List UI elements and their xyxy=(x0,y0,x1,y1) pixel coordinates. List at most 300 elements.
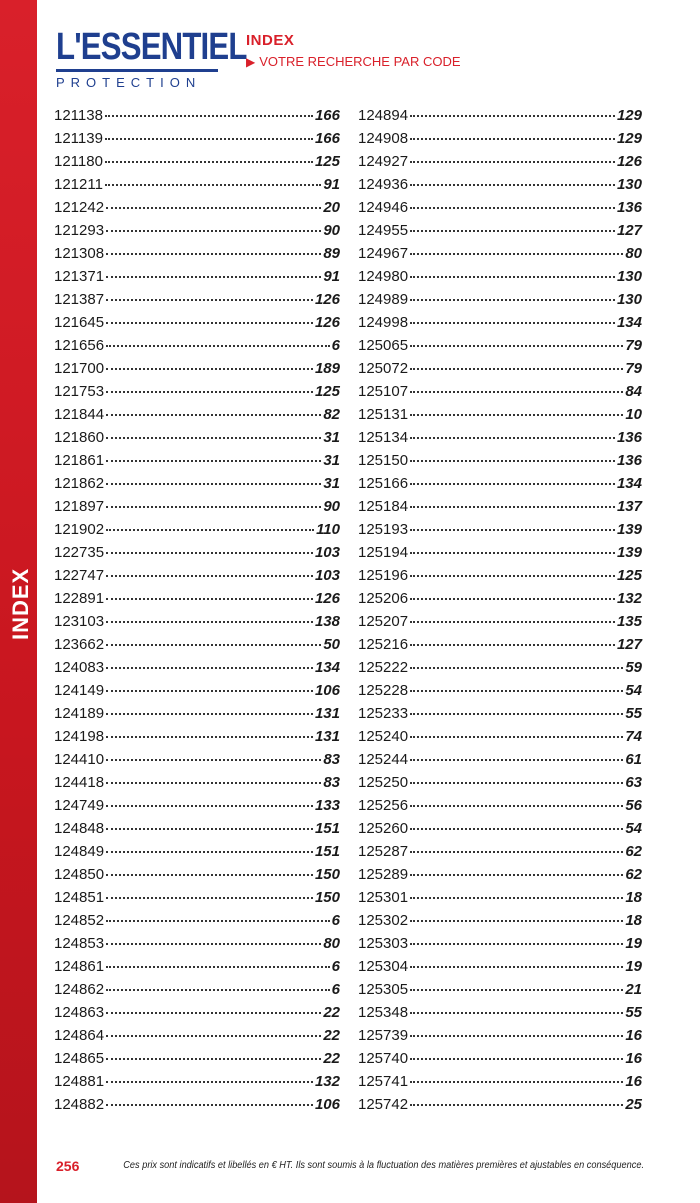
dot-leader xyxy=(410,528,615,531)
page-reference: 83 xyxy=(323,751,340,768)
index-row xyxy=(54,449,340,472)
product-code: 124083 xyxy=(54,659,105,676)
page-reference: 63 xyxy=(625,774,642,791)
product-code: 125741 xyxy=(358,1073,409,1090)
dot-leader xyxy=(106,275,321,278)
product-code: 125302 xyxy=(358,912,409,929)
index-row xyxy=(358,656,642,679)
index-row xyxy=(358,173,642,196)
product-code: 124998 xyxy=(358,314,409,331)
index-row xyxy=(54,656,340,679)
page-reference: 151 xyxy=(314,843,340,860)
page-reference: 110 xyxy=(316,521,340,538)
index-row xyxy=(358,932,642,955)
index-row xyxy=(358,1047,642,1070)
page-reference: 31 xyxy=(323,429,340,446)
page-reference: 166 xyxy=(314,107,340,124)
index-row xyxy=(358,564,642,587)
index-row xyxy=(358,863,642,886)
page-reference: 127 xyxy=(616,222,642,239)
index-row xyxy=(54,1024,340,1047)
dot-leader xyxy=(410,781,623,784)
page-reference: 55 xyxy=(625,705,642,722)
page-reference: 150 xyxy=(314,889,340,906)
index-row xyxy=(54,380,340,403)
dot-leader xyxy=(106,298,313,301)
index-row xyxy=(54,219,340,242)
product-code: 121860 xyxy=(54,429,105,446)
index-row xyxy=(54,104,340,127)
dot-leader xyxy=(410,137,615,140)
index-row xyxy=(358,1024,642,1047)
product-code: 121700 xyxy=(54,360,105,377)
product-code: 125228 xyxy=(358,682,409,699)
page-reference: 130 xyxy=(616,268,642,285)
page-reference: 55 xyxy=(625,1004,642,1021)
index-row xyxy=(358,794,642,817)
product-code: 124149 xyxy=(54,682,105,699)
page-reference: 90 xyxy=(323,498,340,515)
page-reference: 150 xyxy=(314,866,340,883)
product-code: 125207 xyxy=(358,613,409,630)
page-title: INDEX xyxy=(246,32,295,49)
dot-leader xyxy=(106,850,313,853)
page-reference: 125 xyxy=(616,567,642,584)
page-reference: 62 xyxy=(625,843,642,860)
product-code: 122735 xyxy=(54,544,105,561)
dot-leader xyxy=(106,689,313,692)
index-row xyxy=(54,978,340,1001)
dot-leader xyxy=(410,114,615,117)
brand-tagline: PROTECTION xyxy=(56,75,202,90)
dot-leader xyxy=(106,827,313,830)
product-code: 121645 xyxy=(54,314,105,331)
dot-leader xyxy=(410,965,623,968)
index-row xyxy=(54,518,340,541)
index-row xyxy=(358,541,642,564)
index-column-right xyxy=(358,104,642,1116)
dot-leader xyxy=(106,413,321,416)
dot-leader xyxy=(106,206,321,209)
product-code: 125206 xyxy=(358,590,409,607)
dot-leader xyxy=(106,643,321,646)
dot-leader xyxy=(410,1011,623,1014)
dot-leader xyxy=(106,390,313,393)
index-row xyxy=(54,1047,340,1070)
product-code: 124980 xyxy=(358,268,409,285)
product-code: 125742 xyxy=(358,1096,409,1113)
product-code: 124189 xyxy=(54,705,105,722)
product-code: 124927 xyxy=(358,153,409,170)
page-reference: 134 xyxy=(616,314,642,331)
dot-leader xyxy=(105,160,313,163)
dot-leader xyxy=(410,252,623,255)
page-reference: 136 xyxy=(616,429,642,446)
dot-leader xyxy=(410,712,623,715)
page-reference: 56 xyxy=(625,797,642,814)
index-row xyxy=(54,863,340,886)
page-reference: 20 xyxy=(323,199,340,216)
product-code: 121844 xyxy=(54,406,105,423)
page-reference: 79 xyxy=(625,337,642,354)
page-reference: 189 xyxy=(314,360,340,377)
product-code: 125240 xyxy=(358,728,409,745)
product-code: 125304 xyxy=(358,958,409,975)
dot-leader xyxy=(106,1011,321,1014)
index-row xyxy=(54,748,340,771)
index-row xyxy=(54,679,340,702)
dot-leader xyxy=(106,942,321,945)
page-reference: 16 xyxy=(625,1027,642,1044)
page-reference: 6 xyxy=(331,981,340,998)
index-row xyxy=(358,978,642,1001)
brand-name: L'ESSENTIEL xyxy=(56,26,247,68)
dot-leader xyxy=(106,528,314,531)
page-reference: 132 xyxy=(616,590,642,607)
product-code: 121242 xyxy=(54,199,105,216)
product-code: 121371 xyxy=(54,268,105,285)
product-code: 124882 xyxy=(54,1096,105,1113)
dot-leader xyxy=(410,275,615,278)
dot-leader xyxy=(410,436,615,439)
product-code: 124936 xyxy=(358,176,409,193)
index-row xyxy=(54,242,340,265)
product-code: 122747 xyxy=(54,567,105,584)
page-reference: 126 xyxy=(314,314,340,331)
page-reference: 106 xyxy=(314,1096,340,1113)
product-code: 124198 xyxy=(54,728,105,745)
dot-leader xyxy=(106,459,321,462)
page-reference: 89 xyxy=(323,245,340,262)
product-code: 124863 xyxy=(54,1004,105,1021)
page-reference: 80 xyxy=(625,245,642,262)
index-row xyxy=(358,288,642,311)
logo-divider xyxy=(56,69,218,72)
index-row xyxy=(54,725,340,748)
dot-leader xyxy=(106,252,321,255)
index-row xyxy=(54,587,340,610)
dot-leader xyxy=(410,597,615,600)
product-code: 125289 xyxy=(358,866,409,883)
page-subtitle-text: VOTRE RECHERCHE PAR CODE xyxy=(259,54,461,69)
dot-leader xyxy=(410,1034,623,1037)
index-row xyxy=(54,495,340,518)
index-row xyxy=(54,794,340,817)
dot-leader xyxy=(106,482,321,485)
page-reference: 59 xyxy=(625,659,642,676)
index-row xyxy=(358,1093,642,1116)
dot-leader xyxy=(410,988,623,991)
page-reference: 31 xyxy=(323,452,340,469)
dot-leader xyxy=(106,367,313,370)
product-code: 124850 xyxy=(54,866,105,883)
product-code: 124861 xyxy=(54,958,105,975)
product-code: 121902 xyxy=(54,521,105,538)
page-reference: 139 xyxy=(616,521,642,538)
product-code: 125739 xyxy=(358,1027,409,1044)
page-reference: 126 xyxy=(314,590,340,607)
index-row xyxy=(54,334,340,357)
page-reference: 16 xyxy=(625,1073,642,1090)
side-tab xyxy=(0,0,37,1203)
product-code: 125256 xyxy=(358,797,409,814)
page-reference: 133 xyxy=(314,797,340,814)
dot-leader xyxy=(410,551,615,554)
product-code: 124908 xyxy=(358,130,409,147)
index-row xyxy=(358,886,642,909)
index-row xyxy=(54,150,340,173)
page-reference: 139 xyxy=(616,544,642,561)
dot-leader xyxy=(410,873,623,876)
product-code: 125305 xyxy=(358,981,409,998)
page-reference: 18 xyxy=(625,889,642,906)
page-reference: 126 xyxy=(616,153,642,170)
index-row xyxy=(54,196,340,219)
dot-leader xyxy=(410,850,623,853)
dot-leader xyxy=(106,919,330,922)
index-row xyxy=(54,932,340,955)
page-reference: 135 xyxy=(616,613,642,630)
dot-leader xyxy=(106,505,321,508)
dot-leader xyxy=(410,229,615,232)
dot-leader xyxy=(106,1034,321,1037)
index-row xyxy=(358,748,642,771)
dot-leader xyxy=(106,896,313,899)
index-row xyxy=(54,564,340,587)
product-code: 125348 xyxy=(358,1004,409,1021)
product-code: 122891 xyxy=(54,590,105,607)
index-row xyxy=(358,702,642,725)
dot-leader xyxy=(106,436,321,439)
page-reference: 18 xyxy=(625,912,642,929)
index-row xyxy=(358,840,642,863)
page-reference: 16 xyxy=(625,1050,642,1067)
page-subtitle xyxy=(246,54,461,69)
index-row xyxy=(358,380,642,403)
dot-leader xyxy=(410,689,623,692)
index-row xyxy=(358,334,642,357)
product-code: 121211 xyxy=(54,176,103,193)
page-reference: 50 xyxy=(323,636,340,653)
index-row xyxy=(54,1070,340,1093)
page-reference: 127 xyxy=(616,636,642,653)
dot-leader xyxy=(106,1057,321,1060)
page-reference: 130 xyxy=(616,176,642,193)
product-code: 121387 xyxy=(54,291,105,308)
dot-leader xyxy=(106,1080,313,1083)
index-row xyxy=(358,265,642,288)
page-reference: 131 xyxy=(314,705,340,722)
product-code: 121861 xyxy=(54,452,105,469)
product-code: 124864 xyxy=(54,1027,105,1044)
index-row xyxy=(358,771,642,794)
index-row xyxy=(358,150,642,173)
product-code: 124955 xyxy=(358,222,409,239)
dot-leader xyxy=(410,459,615,462)
page-reference: 25 xyxy=(625,1096,642,1113)
page-reference: 90 xyxy=(323,222,340,239)
page-reference: 83 xyxy=(323,774,340,791)
index-row xyxy=(358,679,642,702)
page-reference: 80 xyxy=(323,935,340,952)
index-row xyxy=(54,1093,340,1116)
product-code: 125260 xyxy=(358,820,409,837)
dot-leader xyxy=(106,344,330,347)
product-code: 125134 xyxy=(358,429,409,446)
dot-leader xyxy=(106,988,330,991)
product-code: 125287 xyxy=(358,843,409,860)
page-reference: 103 xyxy=(314,567,340,584)
index-row xyxy=(358,518,642,541)
dot-leader xyxy=(410,1080,623,1083)
product-code: 124967 xyxy=(358,245,409,262)
product-code: 124851 xyxy=(54,889,105,906)
page-reference: 82 xyxy=(323,406,340,423)
product-code: 125150 xyxy=(358,452,409,469)
page-reference: 136 xyxy=(616,452,642,469)
index-row xyxy=(358,725,642,748)
product-code: 124946 xyxy=(358,199,409,216)
product-code: 124989 xyxy=(358,291,409,308)
dot-leader xyxy=(410,413,623,416)
product-code: 124418 xyxy=(54,774,105,791)
index-row xyxy=(54,817,340,840)
page-reference: 126 xyxy=(314,291,340,308)
index-row xyxy=(358,403,642,426)
dot-leader xyxy=(410,321,615,324)
dot-leader xyxy=(106,735,313,738)
index-column-left xyxy=(54,104,340,1116)
index-row xyxy=(358,196,642,219)
index-row xyxy=(54,357,340,380)
page-reference: 138 xyxy=(314,613,340,630)
page-reference: 19 xyxy=(625,958,642,975)
page-reference: 84 xyxy=(625,383,642,400)
page-reference: 103 xyxy=(314,544,340,561)
product-code: 121293 xyxy=(54,222,105,239)
page-reference: 134 xyxy=(314,659,340,676)
index-row xyxy=(358,426,642,449)
product-code: 125233 xyxy=(358,705,409,722)
dot-leader xyxy=(410,735,623,738)
index-row xyxy=(54,265,340,288)
product-code: 124894 xyxy=(358,107,409,124)
dot-leader xyxy=(106,666,313,669)
index-row xyxy=(358,357,642,380)
dot-leader xyxy=(410,1057,623,1060)
product-code: 124881 xyxy=(54,1073,105,1090)
index-row xyxy=(54,472,340,495)
page-reference: 21 xyxy=(625,981,642,998)
product-code: 125193 xyxy=(358,521,409,538)
dot-leader xyxy=(106,1103,313,1106)
page-reference: 137 xyxy=(616,498,642,515)
page-number: 256 xyxy=(56,1158,80,1174)
index-row xyxy=(54,403,340,426)
dot-leader xyxy=(106,781,321,784)
product-code: 121656 xyxy=(54,337,105,354)
dot-leader xyxy=(410,344,623,347)
dot-leader xyxy=(410,390,623,393)
page-reference: 125 xyxy=(314,383,340,400)
dot-leader xyxy=(106,712,313,715)
dot-leader xyxy=(106,804,313,807)
page-reference: 22 xyxy=(323,1004,340,1021)
dot-leader xyxy=(106,758,321,761)
product-code: 125131 xyxy=(358,406,409,423)
page-reference: 132 xyxy=(314,1073,340,1090)
product-code: 125065 xyxy=(358,337,409,354)
page-reference: 134 xyxy=(616,475,642,492)
dot-leader xyxy=(106,321,313,324)
product-code: 121897 xyxy=(54,498,105,515)
dot-leader xyxy=(105,114,313,117)
index-row xyxy=(54,426,340,449)
page-reference: 79 xyxy=(625,360,642,377)
index-row xyxy=(358,817,642,840)
dot-leader xyxy=(105,183,321,186)
product-code: 124849 xyxy=(54,843,105,860)
dot-leader xyxy=(106,574,313,577)
index-row xyxy=(54,288,340,311)
dot-leader xyxy=(410,482,615,485)
dot-leader xyxy=(410,758,623,761)
index-row xyxy=(358,472,642,495)
product-code: 124852 xyxy=(54,912,105,929)
index-row xyxy=(54,771,340,794)
page-reference: 74 xyxy=(625,728,642,745)
index-row xyxy=(358,127,642,150)
dot-leader xyxy=(410,574,615,577)
index-row xyxy=(358,909,642,932)
dot-leader xyxy=(410,942,623,945)
product-code: 125166 xyxy=(358,475,409,492)
product-code: 125244 xyxy=(358,751,409,768)
dot-leader xyxy=(106,965,330,968)
dot-leader xyxy=(410,620,615,623)
dot-leader xyxy=(410,896,623,899)
product-code: 124749 xyxy=(54,797,105,814)
page-reference: 62 xyxy=(625,866,642,883)
product-code: 123662 xyxy=(54,636,105,653)
dot-leader xyxy=(106,229,321,232)
dot-leader xyxy=(106,873,313,876)
product-code: 125740 xyxy=(358,1050,409,1067)
page-reference: 131 xyxy=(314,728,340,745)
dot-leader xyxy=(105,137,313,140)
dot-leader xyxy=(106,620,313,623)
product-code: 121138 xyxy=(54,107,103,124)
page-reference: 54 xyxy=(625,820,642,837)
product-code: 123103 xyxy=(54,613,105,630)
product-code: 124848 xyxy=(54,820,105,837)
index-row xyxy=(54,886,340,909)
dot-leader xyxy=(410,919,623,922)
index-row xyxy=(54,955,340,978)
page-reference: 136 xyxy=(616,199,642,216)
index-row xyxy=(358,219,642,242)
play-arrow-icon: ▶ xyxy=(246,55,256,69)
page-reference: 129 xyxy=(616,107,642,124)
product-code: 124865 xyxy=(54,1050,105,1067)
page-reference: 22 xyxy=(323,1027,340,1044)
product-code: 121862 xyxy=(54,475,105,492)
brand-logo xyxy=(56,26,247,90)
index-row xyxy=(358,610,642,633)
index-row xyxy=(54,909,340,932)
page-reference: 106 xyxy=(314,682,340,699)
page-reference: 10 xyxy=(625,406,642,423)
